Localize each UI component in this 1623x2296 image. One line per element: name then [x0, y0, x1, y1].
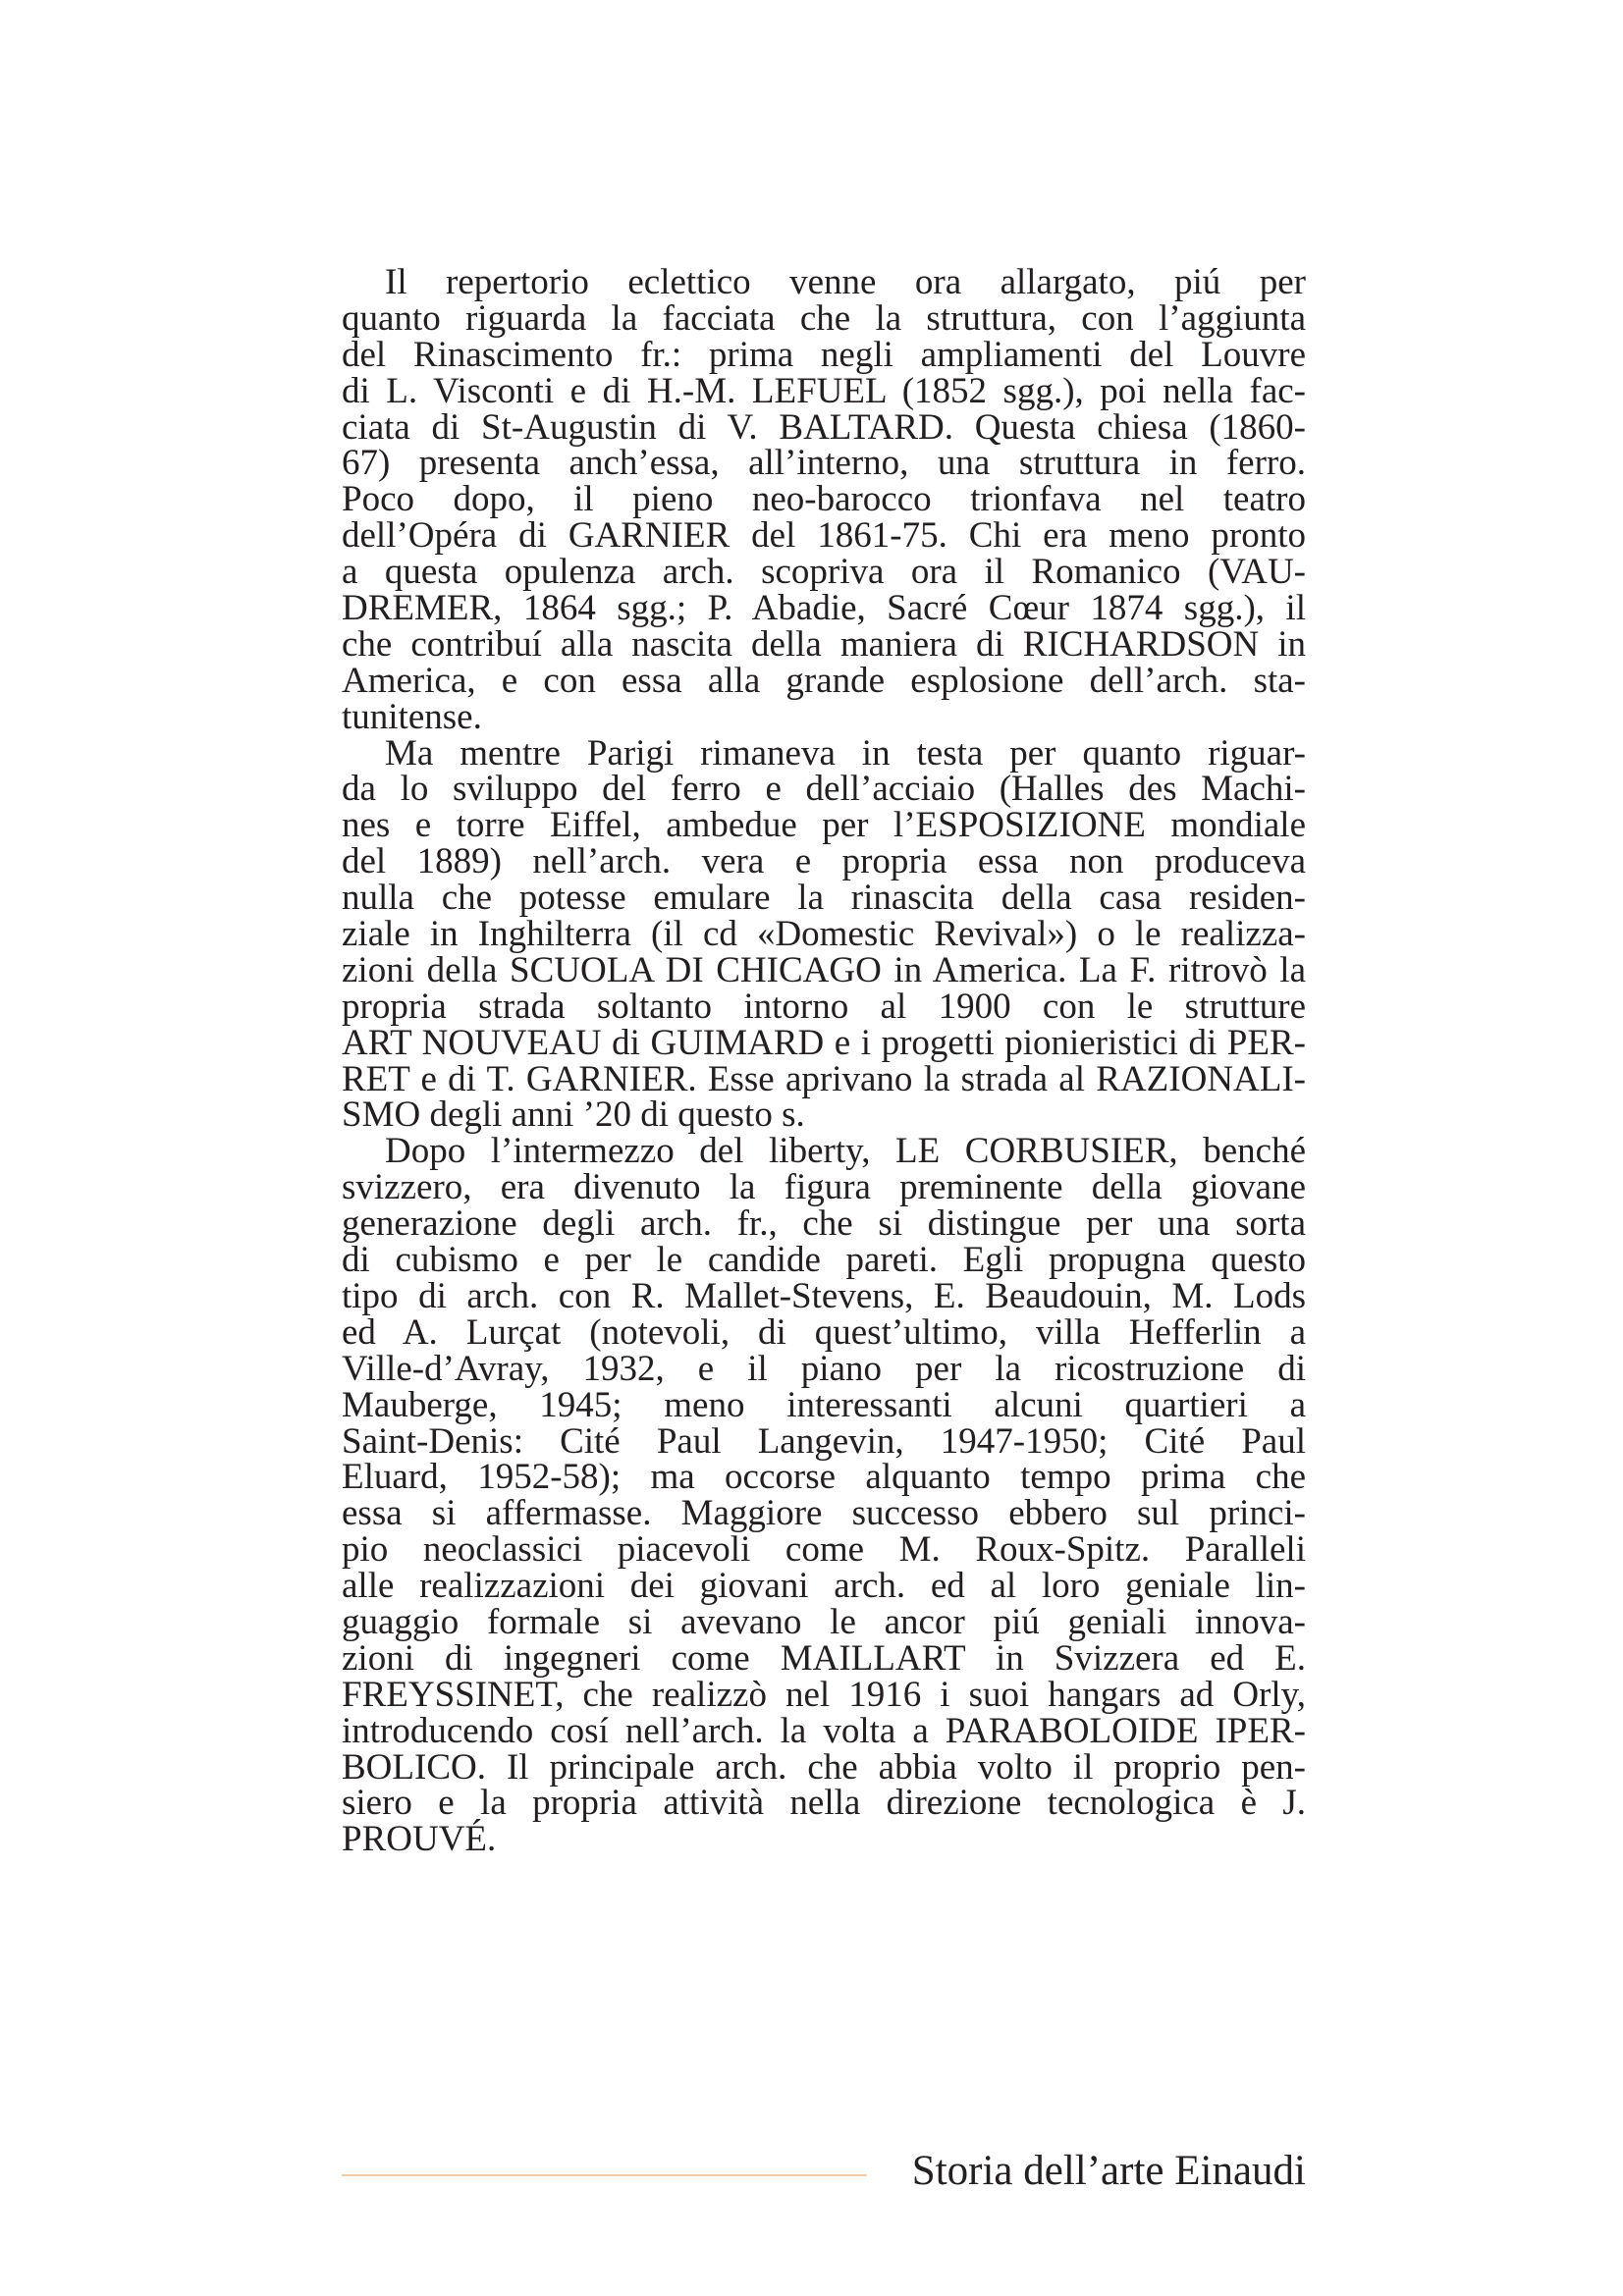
paragraph	[342, 1131, 1306, 1860]
text-line: svizzero, era divenuto la figura preminente della giovane	[342, 1167, 1306, 1208]
text-line: tunitense.	[342, 696, 482, 737]
text-line: che contribuí alla nascita della maniera di RICHARDSON in	[342, 623, 1306, 665]
text-line: Poco dopo, il pieno neo-barocco trionfava nel teatro	[342, 479, 1306, 520]
text-line: Eluard, 1952-58); ma occorse alquanto tempo prima che	[342, 1457, 1306, 1498]
text-line: nes e torre Eiffel, ambedue per l’ESPOSIZIONE mondiale	[342, 805, 1306, 846]
text-line: RET e di T. GARNIER. Esse aprivano la strada al RAZIONALI-	[342, 1058, 1306, 1099]
text-line: 67) presenta anch’essa, all’interno, una struttura in ferro.	[342, 443, 1306, 484]
text-line: dell’Opéra di GARNIER del 1861-75. Chi era meno pronto	[342, 515, 1306, 557]
text-line: siero e la propria attività nella direzione tecnologica è J.	[342, 1783, 1306, 1824]
text-line: ziale in Inghilterra (il cd «Domestic Revival») o le realizza-	[342, 914, 1306, 955]
text-line: ART NOUVEAU di GUIMARD e i progetti pionieristici di PER-	[342, 1022, 1306, 1063]
text-line: Mauberge, 1945; meno interessanti alcuni quartieri a	[342, 1384, 1306, 1425]
text-line: PROUVÉ.	[342, 1819, 497, 1860]
text-line: generazione degli arch. fr., che si distingue per una sorta	[342, 1203, 1306, 1245]
text-line: di L. Visconti e di H.-M. LEFUEL (1852 sgg.), poi nella fac-	[342, 370, 1306, 411]
text-line: zioni di ingegneri come MAILLART in Svizzera ed E.	[342, 1637, 1306, 1679]
text-line: a questa opulenza arch. scopriva ora il Romanico (VAU-	[342, 552, 1306, 593]
text-line: America, e con essa alla grande esplosione dell’arch. sta-	[342, 660, 1306, 701]
text-line: quanto riguarda la facciata che la struttura, con l’aggiunta	[342, 297, 1306, 339]
paragraph	[342, 732, 1306, 1136]
text-line: ed A. Lurçat (notevoli, di quest’ultimo, villa Hefferlin a	[342, 1311, 1306, 1353]
text-line: BOLICO. Il principale arch. che abbia volto il proprio pen-	[342, 1746, 1306, 1788]
text-line: Saint-Denis: Cité Paul Langevin, 1947-1950; Cité Paul	[342, 1420, 1306, 1462]
text-line: FREYSSINET, che realizzò nel 1916 i suoi hangars ad Orly,	[342, 1674, 1306, 1715]
text-line: del Rinascimento fr.: prima negli ampliamenti del Louvre	[342, 334, 1306, 375]
text-line: del 1889) nell’arch. vera e propria essa non produceva	[342, 841, 1306, 882]
text-line: di cubismo e per le candide pareti. Egli propugna questo	[342, 1240, 1306, 1281]
text-line: guaggio formale si avevano le ancor piú geniali innova-	[342, 1601, 1306, 1642]
text-line: Dopo l’intermezzo del liberty, LE CORBUSIER, benché	[385, 1131, 1306, 1172]
text-line: Ma mentre Parigi rimaneva in testa per quanto riguar-	[385, 732, 1306, 774]
text-line: tipo di arch. con R. Mallet-Stevens, E. Beaudouin, M. Lods	[342, 1275, 1306, 1316]
text-line: introducendo cosí nell’arch. la volta a PARABOLOIDE IPER-	[342, 1710, 1306, 1751]
text-line: da lo sviluppo del ferro e dell’acciaio (Halles des Machi-	[342, 769, 1306, 810]
text-line: pio neoclassici piacevoli come M. Roux-Spitz. Paralleli	[342, 1529, 1306, 1571]
text-line: essa si affermasse. Maggiore successo ebbero sul princi-	[342, 1493, 1306, 1534]
text-line: ciata di St-Augustin di V. BALTARD. Questa chiesa (1860-	[342, 406, 1306, 448]
publication-title: Storia dell’arte Einaudi	[911, 2148, 1306, 2194]
paragraph	[342, 262, 1306, 737]
text-line: DREMER, 1864 sgg.; P. Abadie, Sacré Cœur 1874 sgg.), il	[342, 588, 1306, 629]
text-line: zioni della SCUOLA DI CHICAGO in America. La F. ritrovò la	[342, 949, 1306, 990]
text-line: alle realizzazioni dei giovani arch. ed al loro geniale lin-	[342, 1566, 1306, 1607]
text-line: SMO degli anni ’20 di questo s.	[342, 1095, 805, 1136]
text-line: propria strada soltanto intorno al 1900 con le strutture	[342, 986, 1306, 1027]
text-line: Ville-d’Avray, 1932, e il piano per la ricostruzione di	[342, 1348, 1306, 1389]
text-line: Il repertorio eclettico venne ora allargato, piú per	[385, 262, 1306, 302]
body-text	[342, 262, 1306, 1860]
text-line: nulla che potesse emulare la rinascita della casa residen-	[342, 878, 1306, 919]
footer-divider	[342, 2174, 867, 2176]
